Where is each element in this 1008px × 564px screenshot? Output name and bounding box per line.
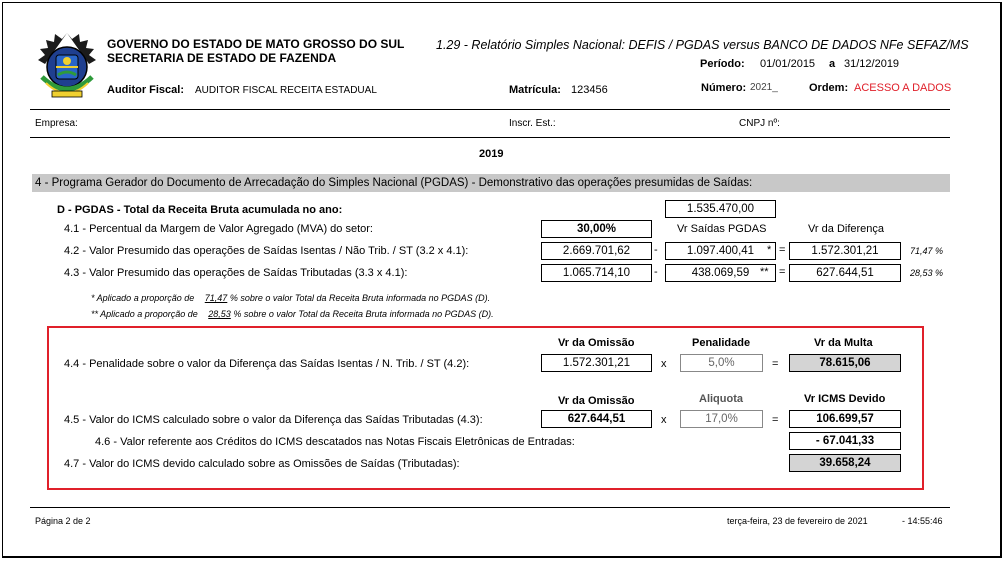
- row-4-4-multa-value: 78.615,06: [789, 354, 901, 372]
- note-1: [91, 293, 490, 303]
- note-1-pct: 71,47: [204, 293, 228, 303]
- row-4-4-penalidade-value: 5,0%: [680, 354, 763, 372]
- footer-date: terça-feira, 23 de fevereiro de 2021: [727, 516, 868, 526]
- row-4-1-mva-value: 30,00%: [541, 220, 652, 238]
- icms-col-omissao-header: Vr da Omissão: [558, 395, 635, 407]
- report-title: 1.29 - Relatório Simples Nacional: DEFIS / PGDAS versus BANCO DE DADOS NFe SEFAZ/MS: [436, 38, 969, 52]
- row-4-4-label: 4.4 - Penalidade sobre o valor da Diferença das Saídas Isentas / N. Trib. / ST (4.2):: [64, 358, 470, 370]
- row-4-2-presumido-value: 2.669.701,62: [541, 242, 652, 260]
- row-4-3-pct: 28,53 %: [910, 268, 944, 278]
- periodo-sep: a: [829, 58, 836, 70]
- periodo-start: 01/01/2015: [760, 58, 816, 70]
- row-4-4-times: x: [661, 358, 667, 370]
- divider-footer: [30, 507, 950, 508]
- icms-col-aliquota-header: Aliquota: [699, 393, 743, 405]
- col-vr-saidas-header: Vr Saídas PGDAS: [677, 223, 767, 235]
- empresa-label: Empresa:: [35, 118, 78, 129]
- col-vr-diferenca-header: Vr da Diferença: [808, 223, 885, 235]
- divider-company: [30, 137, 950, 138]
- row-4-3-minus: -: [654, 266, 658, 278]
- footer-page: Página 2 de 2: [35, 516, 91, 526]
- d-total-value: 1.535.470,00: [665, 200, 776, 218]
- multa-col-multa-header: Vr da Multa: [814, 337, 873, 349]
- row-4-3-saidas-value: 438.069,59: [665, 264, 776, 282]
- note-2: [91, 309, 494, 319]
- row-4-3-equals: =: [779, 266, 786, 278]
- periodo-end: 31/12/2019: [844, 58, 900, 70]
- row-4-3-label: 4.3 - Valor Presumido das operações de Saídas Tributadas (3.3 x 4.1):: [64, 267, 408, 279]
- row-4-3-presumido-value: 1.065.714,10: [541, 264, 652, 282]
- row-4-5-omissao-value: 627.644,51: [541, 410, 652, 428]
- row-4-2-pct: 71,47 %: [910, 246, 944, 256]
- row-4-1-label: 4.1 - Percentual da Margem de Valor Agregado (MVA) do setor:: [64, 223, 373, 235]
- ordem-label: Ordem:: [809, 82, 849, 94]
- row-4-2-diferenca-value: 1.572.301,21: [789, 242, 901, 260]
- row-4-5-label: 4.5 - Valor do ICMS calculado sobre o valor da Diferença das Saídas Tributadas (4.3):: [64, 414, 483, 426]
- auditor-value: AUDITOR FISCAL RECEITA ESTADUAL: [195, 85, 377, 96]
- note-2-pct: 28,53: [208, 309, 231, 319]
- row-4-5-times: x: [661, 414, 667, 426]
- ordem-value: ACESSO A DADOS: [854, 82, 952, 94]
- divider-top: [30, 109, 950, 110]
- row-4-5-equals: =: [772, 414, 779, 426]
- matricula-label: Matrícula:: [509, 84, 561, 96]
- year-label: 2019: [479, 148, 504, 160]
- d-label: D - PGDAS - Total da Receita Bruta acumulada no ano:: [57, 204, 343, 216]
- row-4-6-label: 4.6 - Valor referente aos Créditos do ICMS descatados nas Notas Fiscais Eletrônicas de Entradas:: [95, 436, 575, 448]
- row-4-2-equals: =: [779, 244, 786, 256]
- inscr-label: Inscr. Est.:: [509, 118, 556, 129]
- row-4-7-value: 39.658,24: [789, 454, 901, 472]
- multa-col-penalidade-header: Penalidade: [692, 337, 751, 349]
- numero-value: 2021_: [750, 82, 778, 93]
- row-4-2-label: 4.2 - Valor Presumido das operações de Saídas Isentas / Não Trib. / ST (3.2 x 4.1):: [64, 245, 469, 257]
- row-4-2-mark: *: [767, 244, 772, 256]
- numero-label: Número:: [701, 82, 747, 94]
- row-4-7-label: 4.7 - Valor do ICMS devido calculado sobre as Omissões de Saídas (Tributadas):: [64, 458, 460, 470]
- auditor-label: Auditor Fiscal:: [107, 84, 185, 96]
- row-4-2-saidas-value: 1.097.400,41: [665, 242, 776, 260]
- note-2-prefix: ** Aplicado a proporção de: [91, 309, 198, 319]
- footer-time: - 14:55:46: [902, 516, 943, 526]
- multa-col-omissao-header: Vr da Omissão: [558, 337, 635, 349]
- row-4-5-aliquota-value: 17,0%: [680, 410, 763, 428]
- row-4-3-mark: **: [760, 266, 769, 278]
- note-1-suffix: % sobre o valor Total da Receita Bruta informada no PGDAS (D).: [229, 293, 491, 303]
- cnpj-label: CNPJ nº:: [739, 118, 780, 129]
- note-1-prefix: * Aplicado a proporção de: [91, 293, 195, 303]
- row-4-2-minus: -: [654, 244, 658, 256]
- row-4-3-diferenca-value: 627.644,51: [789, 264, 901, 282]
- periodo-label: Período:: [700, 58, 745, 70]
- secretariat-name: SECRETARIA DE ESTADO DE FAZENDA: [107, 51, 337, 65]
- row-4-5-devido-value: 106.699,57: [789, 410, 901, 428]
- row-4-4-omissao-value: 1.572.301,21: [541, 354, 652, 372]
- row-4-4-equals: =: [772, 358, 779, 370]
- section-title: 4 - Programa Gerador do Documento de Arrecadação do Simples Nacional (PGDAS) - Demonstrativo das operações presumidas de Saídas:: [32, 174, 950, 192]
- matricula-value: 123456: [571, 84, 608, 96]
- state-coat-of-arms-logo: [34, 31, 100, 105]
- row-4-6-value: - 67.041,33: [789, 432, 901, 450]
- icms-col-devido-header: Vr ICMS Devido: [804, 393, 886, 405]
- government-name: GOVERNO DO ESTADO DE MATO GROSSO DO SUL: [107, 37, 405, 51]
- note-2-suffix: % sobre o valor Total da Receita Bruta informada no PGDAS (D).: [233, 309, 494, 319]
